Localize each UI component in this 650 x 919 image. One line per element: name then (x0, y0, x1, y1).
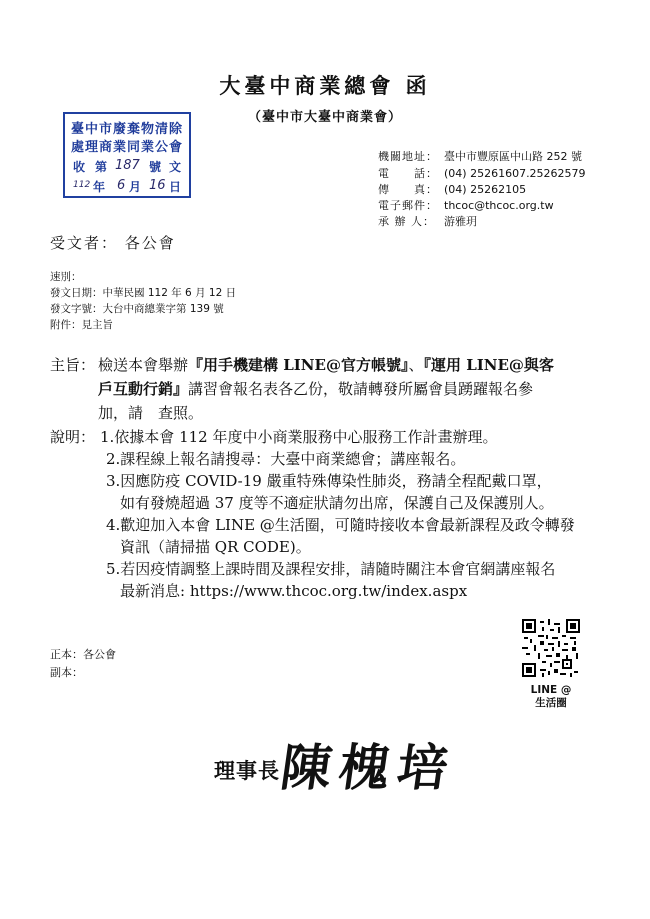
contact-address-row (378, 148, 582, 165)
qr-caption-line-2: 生活圈 (535, 697, 567, 709)
explanation-item-1: 1.依據本會 112 年度中小商業服務中心服務工作計畫辦理。 (100, 428, 498, 446)
contact-handler-row (378, 213, 477, 230)
subject-course-1: 『用手機建構 LINE@官方帳號』 (188, 356, 409, 374)
receipt-stamp (63, 112, 191, 198)
subject-separator: 、 (408, 356, 424, 374)
explanation-item-5: 5.若因疫情調整上課時間及課程安排，請隨時關注本會官網講座報名 (106, 560, 556, 578)
stamp-receive-number: 187 (115, 158, 140, 173)
phone-value: (04) 25261607.25262579 (444, 167, 586, 180)
qr-caption (513, 684, 589, 710)
recipient-line: 受文者： 各公會 (50, 234, 176, 252)
copies-copy: 副本： (50, 666, 83, 679)
subject-text-1: 檢送本會舉辦 (98, 356, 189, 374)
signature-name: 陳槐培 (277, 738, 460, 797)
explanation-item-4: 4.歡迎加入本會 LINE @生活圈，可隨時接收本會最新課程及政令轉發 (106, 516, 575, 534)
subject-course-2: 『運用 LINE@與客 (423, 356, 554, 374)
meta-number: 發文字號：大台中商總業字第 139 號 (50, 303, 224, 315)
address-value: 臺中市豐原區中山路 252 號 (444, 150, 582, 163)
document-title: 大臺中商業總會 函 (219, 73, 431, 98)
subject-line-2 (98, 378, 533, 400)
signature-title: 理事長 (214, 758, 280, 783)
stamp-year: 112 (73, 180, 91, 190)
handler-label: 承 辦 人： (378, 215, 435, 228)
copies-original: 正本：各公會 (50, 648, 116, 661)
contact-phone-row (378, 165, 586, 182)
subject-course-2-end: 戶互動行銷』 (98, 380, 189, 398)
stamp-receive-suffix: 號 (149, 160, 162, 174)
contact-email-row (378, 197, 554, 214)
stamp-line-2: 處理商業同業公會 (70, 140, 183, 155)
subject-label: 主旨： (50, 356, 96, 374)
subject-text-2: 講習會報名表各乙份，敬請轉發所屬會員踴躍報名參 (188, 380, 534, 398)
meta-date: 發文日期：中華民國 112 年 6 月 12 日 (50, 287, 237, 299)
qr-caption-line-1: LINE @ (530, 684, 572, 696)
stamp-day-unit: 日 (169, 180, 182, 194)
fax-value: (04) 25262105 (444, 183, 527, 196)
subject-line-1 (98, 354, 554, 376)
explanation-item-3: 3.因應防疫 COVID-19 嚴重特殊傳染性肺炎，務請全程配戴口罩， (106, 472, 552, 490)
explanation-label: 說明： (50, 428, 96, 446)
email-label: 電子郵件： (378, 199, 438, 212)
stamp-receive-row (71, 158, 185, 174)
stamp-date-row (71, 178, 185, 194)
stamp-month: 6 (117, 178, 126, 193)
handler-value: 游雅玥 (444, 215, 477, 228)
fax-label: 傳 真： (378, 183, 438, 196)
meta-attachment: 附件：見主旨 (50, 319, 113, 331)
explanation-item-4-cont: 資訊（請掃描 QR CODE)。 (120, 538, 311, 556)
stamp-month-unit: 月 (129, 180, 142, 194)
document-subtitle: （臺中市大臺中商業會） (247, 110, 402, 125)
meta-speed: 速別： (50, 271, 82, 283)
explanation-item-3-cont: 如有發燒超過 37 度等不適症狀請勿出席，保護自己及保護別人。 (120, 494, 554, 512)
stamp-year-unit: 年 (93, 180, 106, 194)
stamp-receive-no-label: 第 (95, 160, 108, 174)
phone-label: 電 話： (378, 167, 438, 180)
stamp-receive-doc: 文 (169, 160, 182, 174)
line-qr-code-icon[interactable] (522, 619, 580, 677)
stamp-receive-prefix: 收 (73, 160, 86, 174)
stamp-day: 16 (149, 178, 166, 193)
contact-fax-row (378, 181, 526, 198)
explanation-item-5-cont: 最新消息: https://www.thcoc.org.tw/index.aspx (120, 582, 468, 600)
stamp-line-1: 臺中市廢棄物清除 (70, 122, 183, 137)
address-label: 機關地址： (378, 150, 438, 163)
subject-line-3: 加，請 查照。 (98, 404, 204, 422)
email-value: thcoc@thcoc.org.tw (444, 199, 554, 212)
explanation-item-2: 2.課程線上報名請搜尋：大臺中商業總會；講座報名。 (106, 450, 466, 468)
